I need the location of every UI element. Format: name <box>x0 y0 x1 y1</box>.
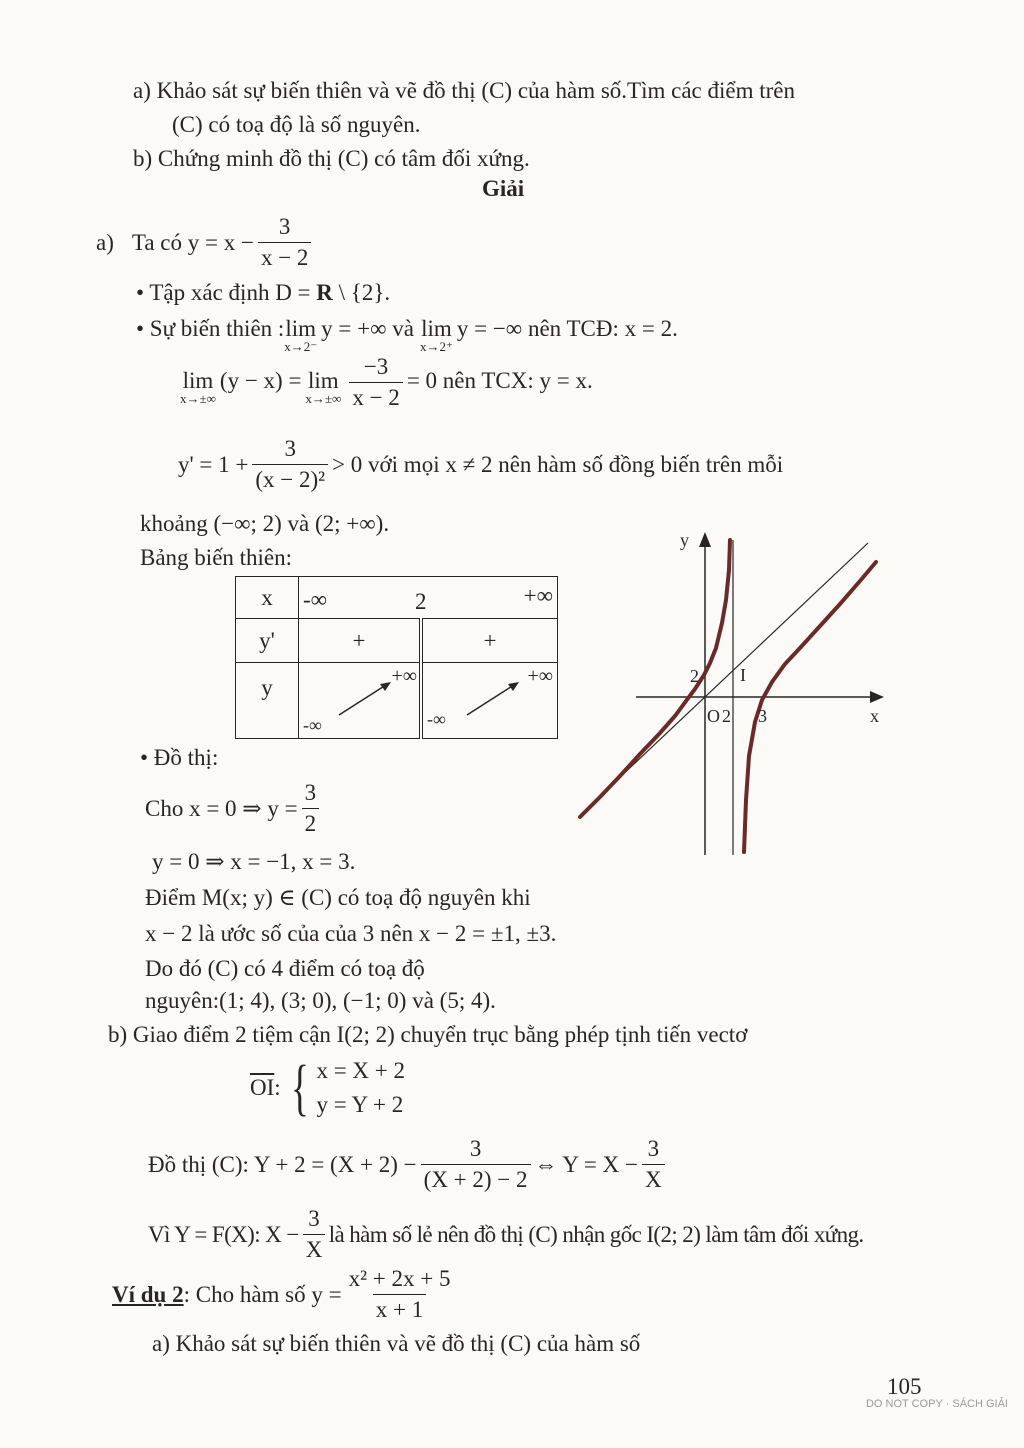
fraction-3-over-2: $\frac{3}{2}$ <box>302 780 320 838</box>
increasing-arrow-icon <box>299 663 419 739</box>
table-cell-y-right: +∞ -∞ <box>421 663 558 739</box>
table-cell-x-values: -∞ 2 +∞ <box>299 577 558 619</box>
vector-OI: $\overline{OI}$ <box>250 1074 275 1100</box>
x-axis-arrow-icon <box>870 691 884 703</box>
watermark: DO NOT COPY · SÁCH GIẢI <box>865 1398 1008 1410</box>
variation-line: • Sự biến thiên : lim x→2⁻ y = +∞ và lim x→2⁺ y = −∞ nên TCĐ: x = 2. <box>136 316 678 355</box>
integer-points-line-2: x − 2 là ước số của của 3 nên x − 2 = ±1, ±3. <box>145 921 557 946</box>
graph-y-label: y <box>680 530 689 550</box>
fraction-3-over-square: $\frac{3}{\text{(x − 2)²}}$ <box>252 436 328 494</box>
derivative-line: y' = 1 + $\frac{3}{\text{(x − 2)²}}$ > 0 với mọi x ≠ 2 nên hàm số đồng biến trên mỗi <box>178 436 784 493</box>
transformed-graph-line: Đồ thị (C): Y + 2 = (X + 2) − $\frac{3}{(X + 2) - 2}$ ⇔ Y = X − $\frac{3}{X}$ <box>148 1136 669 1194</box>
sol-b-line-1: b) Giao điểm 2 tiệm cận I(2; 2) chuyển trục bằng phép tịnh tiến vectơ <box>108 1022 748 1047</box>
graph-x-label: x <box>870 706 879 726</box>
sol-a-label: a) <box>96 229 114 255</box>
problem-part-a-cont: (C) có toạ độ là số nguyên. <box>172 112 421 137</box>
problem-part-a: a) Khảo sát sự biến thiên và vẽ đồ thị (C) của hàm số.Tìm các điểm trên <box>133 78 796 103</box>
system-eq-1: x = X + 2 <box>316 1057 405 1083</box>
table-cell-yprime-header: y' <box>236 619 299 663</box>
fraction-3-over-X: $\frac{3}{X}$ <box>642 1136 665 1194</box>
limit-right: lim x→2⁺ <box>419 316 453 355</box>
left-brace: { <box>290 1054 309 1122</box>
problem-part-b: b) Chứng minh đồ thị (C) có tâm đối xứng. <box>133 146 530 171</box>
increasing-arrow-icon <box>423 663 557 739</box>
table-cell-plus-right: + <box>421 619 558 663</box>
graph-tick-3: 3 <box>758 706 767 726</box>
integer-points-line-3: Do đó (C) có 4 điểm có toạ độ <box>145 956 425 981</box>
system-eq-2: y = Y + 2 <box>316 1092 404 1117</box>
table-cell-y-header: y <box>236 663 299 739</box>
sol-a-intro-line <box>96 214 315 272</box>
graph-tick-2-y: 2 <box>690 666 699 686</box>
fraction-example-2: $\frac{\text{x² + 2x + 5}}{x + 1}$ <box>348 1266 451 1323</box>
fraction-3-over-X: $\frac{3}{X}$ <box>303 1206 325 1264</box>
cho-x-line: Cho x = 0 ⇒ y = $\frac{3}{2}$ <box>145 780 323 838</box>
translation-system: $\overline{OI}$ : { x = X + 2 y = Y + 2 <box>250 1054 405 1122</box>
limit-left: lim x→2⁻ <box>284 316 318 355</box>
page-number: 105 <box>887 1374 922 1399</box>
y-axis-arrow-icon <box>699 532 711 547</box>
y-zero-line: y = 0 ⇒ x = −1, x = 3. <box>152 849 356 874</box>
table-cell-y-left: +∞ -∞ <box>299 663 422 739</box>
domain-line: • Tập xác định D = R \ {2}. <box>136 280 391 305</box>
integer-points-line-4: nguyên:(1; 4), (3; 0), (−1; 0) và (5; 4). <box>145 988 496 1013</box>
odd-function-line: Vì Y = F(X): X − $\frac{3}{X}$ là hàm số lẻ nên đồ thị (C) nhận gốc I(2; 2) làm tâm đối xứng. <box>148 1206 864 1263</box>
fraction-3-over-x-minus-2: $\frac{3}{x - 2}$ <box>258 214 311 272</box>
graph-label-I: I <box>740 665 746 685</box>
fraction-minus3-over-x-minus-2: $\frac{-3}{x - 2}$ <box>349 354 402 412</box>
graph-heading: • Đồ thị: <box>140 745 219 770</box>
table-title: Bảng biến thiên: <box>140 545 293 570</box>
sol-a-intro: Ta có y = x − <box>131 229 254 255</box>
table-cell-x-header: x <box>236 577 299 619</box>
real-set: R <box>316 280 333 305</box>
example-2-part-a: a) Khảo sát sự biến thiên và vẽ đồ thị (C) của hàm số <box>152 1331 641 1356</box>
graph-origin-label: O <box>707 706 720 726</box>
intervals-line: khoảng (−∞; 2) và (2; +∞). <box>140 511 390 536</box>
example-2-label: Ví dụ 2 <box>112 1281 184 1307</box>
solution-heading: Giải <box>482 176 525 201</box>
limit-infinity-1: lim x→±∞ <box>180 368 216 407</box>
fraction-3-over-X-plus-2-minus-2: $\frac{3}{(X + 2) - 2}$ <box>421 1136 531 1194</box>
limit-infinity-2: lim x→±∞ <box>305 368 342 407</box>
variation-table <box>235 576 558 739</box>
integer-points-line-1: Điểm M(x; y) ∈ (C) có toạ độ nguyên khi <box>145 885 531 910</box>
example-2-line: Ví dụ 2 : Cho hàm số y = $\frac{\text{x² + 2x + 5}}{x + 1}$ <box>112 1266 457 1324</box>
table-cell-plus-left: + <box>299 619 422 663</box>
graph-tick-2-x: 2 <box>722 706 731 726</box>
oblique-asymptote-line: lim x→±∞ (y − x) = lim x→±∞ $\frac{-3}{x - 2}$ = 0 nên TCX: y = x. <box>180 354 593 411</box>
curve-left-branch <box>580 540 730 817</box>
function-graph <box>570 525 890 865</box>
